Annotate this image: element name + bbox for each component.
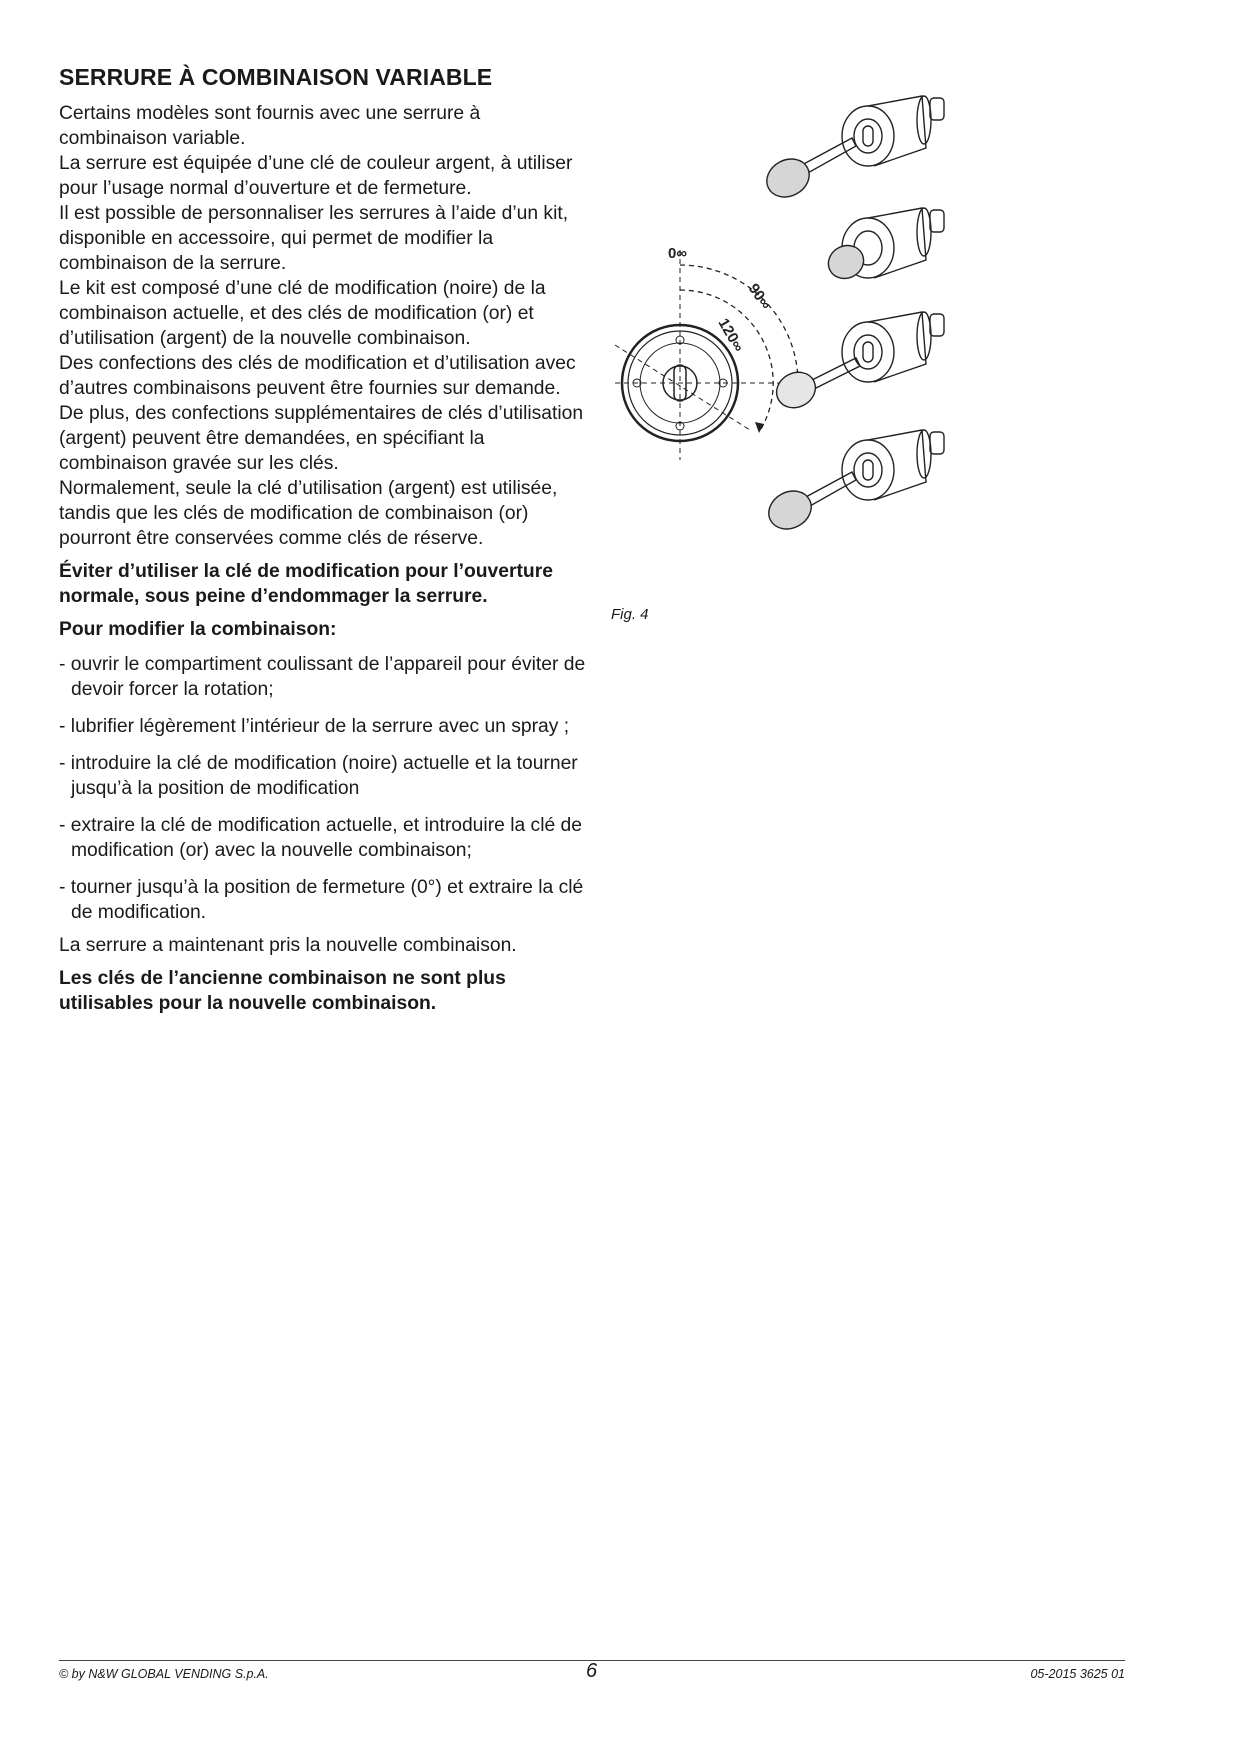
- angle-90-label: 90∞: [744, 280, 775, 313]
- paragraph-intro: Certains modèles sont fournis avec une serrure à combinaison variable.: [59, 103, 481, 149]
- lock-cylinder-step-1: [760, 96, 944, 204]
- angle-120-label: 120∞: [714, 315, 748, 355]
- main-text-column: [59, 64, 589, 1016]
- procedure-steps: [59, 652, 589, 925]
- lock-dial-diagram: [615, 250, 802, 460]
- list-item: - tourner jusqu’à la position de fermeture (0°) et extraire la clé de modification.: [59, 875, 589, 925]
- paragraph-other-combinations: Des confections des clés de modification et d’utilisation avec d’autres combinaisons peuvent être fournies sur demande.: [59, 353, 576, 399]
- lock-cylinder-step-2: [823, 208, 944, 285]
- paragraph-extra-keys: De plus, des confections supplémentaires de clés d’utilisation (argent) peuvent être demandées, en spécifiant la combinaison gravée sur les clés.: [59, 403, 584, 474]
- lock-cylinder-step-4: [762, 430, 944, 536]
- final-note: Les clés de l’ancienne combinaison ne sont plus utilisables pour la nouvelle combinaison.: [59, 968, 506, 1014]
- paragraph-silver-key: La serrure est équipée d’une clé de couleur argent, à utiliser pour l’usage normal d’ouverture et de fermeture.: [59, 153, 573, 199]
- list-item: - ouvrir le compartiment coulissant de l’appareil pour éviter de devoir forcer la rotation;: [59, 652, 589, 702]
- figure-caption: Fig. 4: [611, 606, 649, 623]
- document-reference: 05-2015 3625 01: [1030, 1667, 1125, 1681]
- footer-copyright: © by N&W GLOBAL VENDING S.p.A.: [59, 1667, 269, 1681]
- list-item: - extraire la clé de modification actuelle, et introduire la clé de modification (or) avec la nouvelle combinaison;: [59, 813, 589, 863]
- lock-illustration: [600, 90, 980, 580]
- list-item: - lubrifier légèrement l’intérieur de la serrure avec un spray ;: [59, 714, 589, 739]
- result-text: La serrure a maintenant pris la nouvelle combinaison.: [59, 935, 517, 956]
- paragraph-kit: Il est possible de personnaliser les serrures à l’aide d’un kit, disponible en accessoire, qui permet de modifier la combinaison de la serrure.: [59, 203, 569, 274]
- warning-text: Éviter d’utiliser la clé de modification pour l’ouverture normale, sous peine d’endommager la serrure.: [59, 561, 553, 607]
- list-item: - introduire la clé de modification (noire) actuelle et la tourner jusqu’à la position de modification: [59, 751, 589, 801]
- page-title: SERRURE À COMBINAISON VARIABLE: [59, 64, 493, 90]
- angle-0-label: 0∞: [668, 245, 688, 262]
- page-number: 6: [586, 1660, 598, 1682]
- paragraph-normal-use: Normalement, seule la clé d’utilisation (argent) est utilisée, tandis que les clés de modification de combinaison (or) pourront être conservées comme clés de réserve.: [59, 478, 558, 549]
- procedure-heading: Pour modifier la combinaison:: [59, 619, 337, 640]
- paragraph-kit-contents: Le kit est composé d’une clé de modification (noire) de la combinaison actuelle, et des clés de modification (or) et d’utilisation (argent) de la nouvelle combinaison.: [59, 278, 546, 349]
